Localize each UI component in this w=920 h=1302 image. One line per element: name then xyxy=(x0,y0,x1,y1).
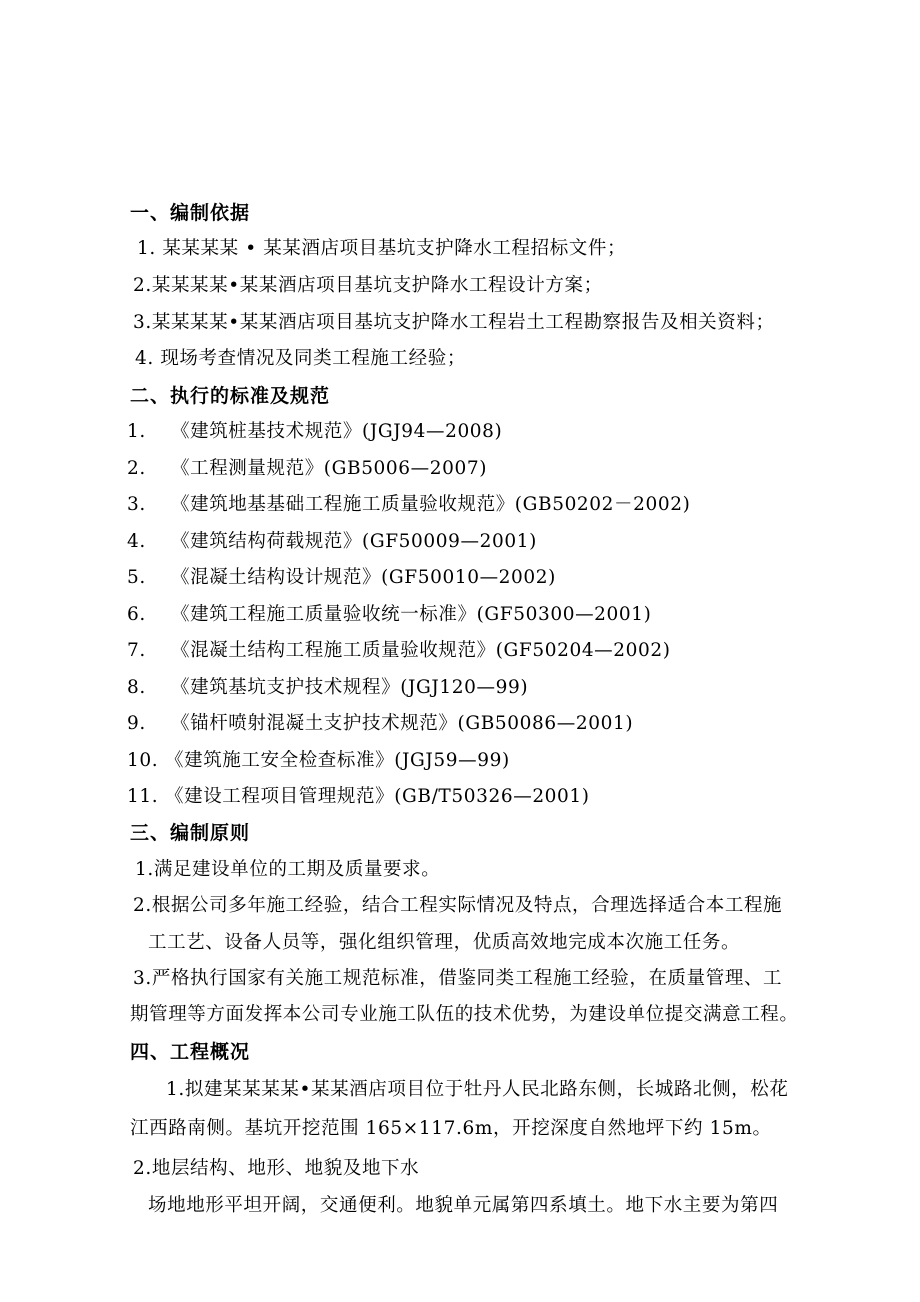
standard-number: 10. xyxy=(127,750,159,771)
standard-item xyxy=(127,493,690,517)
standard-item xyxy=(127,712,633,736)
standard-number: 3. xyxy=(127,494,146,515)
principle-line: 工工艺、设备人员等，强化组织管理，优质高效地完成本次施工任务。 xyxy=(148,932,741,953)
section-heading-overview: 四、工程概况 xyxy=(130,1041,251,1063)
standard-number: 8. xyxy=(127,677,146,698)
standard-number: 1. xyxy=(127,421,146,442)
standard-number: 7. xyxy=(127,640,146,661)
standard-item xyxy=(127,530,537,554)
section-heading-standards: 二、执行的标准及规范 xyxy=(130,385,331,407)
principle-line: 期管理等方面发挥本公司专业施工队伍的技术优势，为建设单位提交满意工程。 xyxy=(130,1004,799,1025)
overview-line: 江西路南侧。基坑开挖范围 165×117.6m，开挖深度自然地坪下约 15m。 xyxy=(130,1118,772,1139)
standard-item xyxy=(127,639,671,663)
standard-text: 《建筑工程施工质量验收统一标准》(GF50300—2001) xyxy=(171,604,652,625)
basis-item: 1. 某某某某 • 某某酒店项目基坑支护降水工程招标文件； xyxy=(137,238,627,259)
principle-line: 2.根据公司多年施工经验，结合工程实际情况及特点，合理选择适合本工程施 xyxy=(133,895,783,916)
standard-text: 《混凝土结构设计规范》(GF50010—2002) xyxy=(171,567,556,588)
standard-number: 9. xyxy=(127,713,146,734)
standard-number: 11. xyxy=(127,786,159,807)
standard-text: 《建筑基坑支护技术规程》(JGJ120—99) xyxy=(171,677,529,698)
standard-item xyxy=(127,420,502,444)
section-heading-principles: 三、编制原则 xyxy=(130,822,251,844)
standard-item xyxy=(127,603,651,627)
standard-item xyxy=(127,676,528,700)
standard-text: 《建设工程项目管理规范》(GB/T50326—2001) xyxy=(165,786,590,807)
standard-number: 4. xyxy=(127,531,146,552)
overview-line: 场地地形平坦开阔，交通便利。地貌单元属第四系填土。地下水主要为第四 xyxy=(148,1195,779,1216)
standard-item xyxy=(127,566,556,590)
standard-text: 《建筑地基基础工程施工质量验收规范》(GB50202－2002) xyxy=(171,494,691,515)
section-heading-basis: 一、编制依据 xyxy=(130,202,251,224)
overview-line: 1.拟建某某某某•某某酒店项目位于牡丹人民北路东侧，长城路北侧，松花 xyxy=(166,1079,789,1100)
standard-text: 《建筑结构荷载规范》(GF50009—2001) xyxy=(171,531,537,552)
standard-text: 《建筑桩基技术规范》(JGJ94—2008) xyxy=(171,421,503,442)
basis-item: 4. 现场考查情况及同类工程施工经验； xyxy=(135,348,466,369)
overview-line: 2.地层结构、地形、地貌及地下水 xyxy=(133,1158,420,1179)
standard-item xyxy=(127,749,510,773)
standard-text: 《混凝土结构工程施工质量验收规范》(GF50204—2002) xyxy=(171,640,671,661)
basis-item: 2.某某某某•某某酒店项目基坑支护降水工程设计方案； xyxy=(133,275,603,296)
standard-number: 6. xyxy=(127,604,146,625)
standard-text: 《锚杆喷射混凝土支护技术规范》(GB50086—2001) xyxy=(171,713,634,734)
standard-text: 《建筑施工安全检查标准》(JGJ59—99) xyxy=(165,750,510,771)
principle-line: 1.满足建设单位的工期及质量要求。 xyxy=(135,859,441,880)
basis-item: 3.某某某某•某某酒店项目基坑支护降水工程岩土工程勘察报告及相关资料； xyxy=(133,312,775,333)
standard-text: 《工程测量规范》(GB5006—2007) xyxy=(171,458,488,479)
standard-item xyxy=(127,457,487,481)
principle-line: 3.严格执行国家有关施工规范标准，借鉴同类工程施工经验，在质量管理、工 xyxy=(133,968,783,989)
standard-item xyxy=(127,785,590,809)
standard-number: 2. xyxy=(127,458,146,479)
standard-number: 5. xyxy=(127,567,146,588)
